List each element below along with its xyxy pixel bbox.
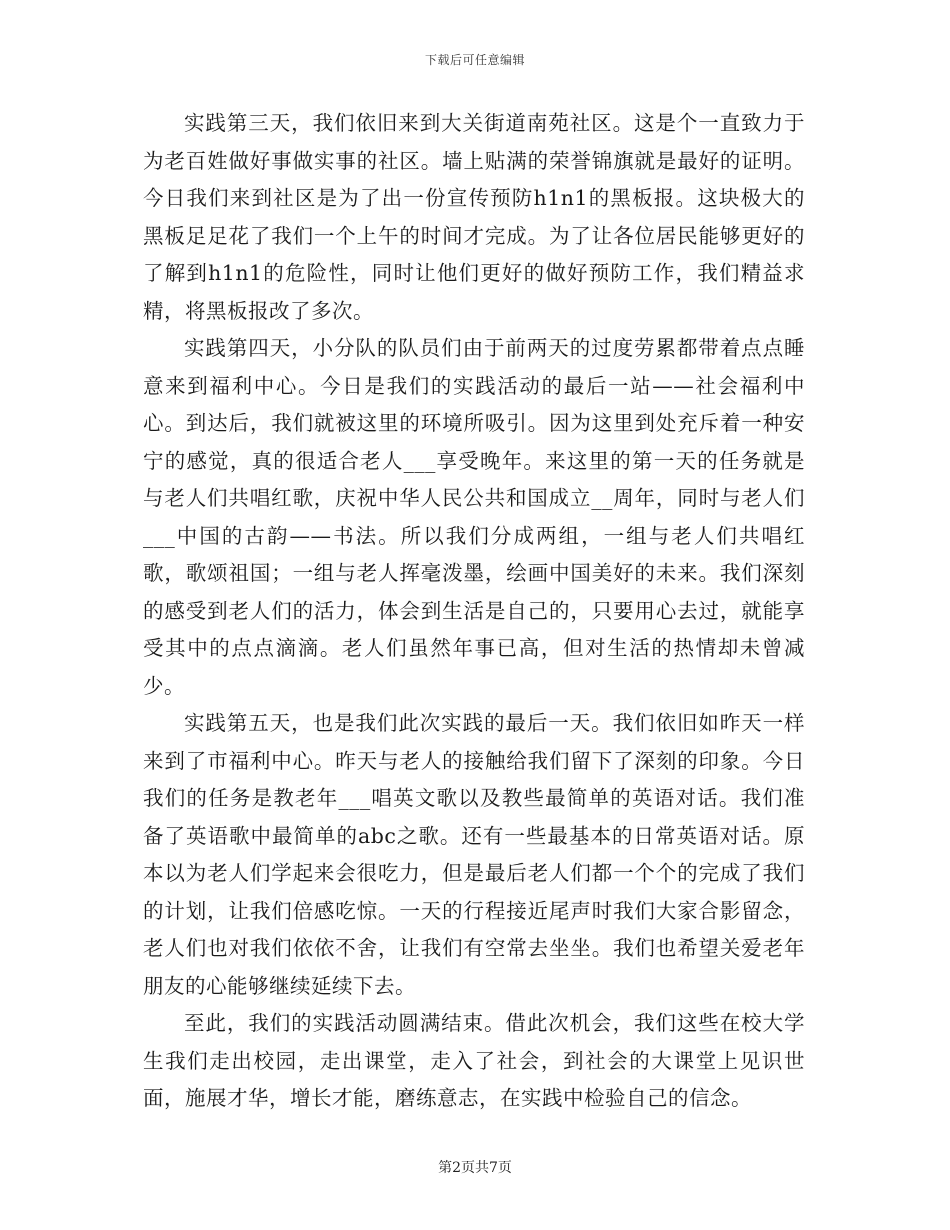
paragraph-day-three: 实践第三天，我们依旧来到大关街道南苑社区。这是个一直致力于为老百姓做好事做实事的社区。墙上贴满的荣誉锦旗就是最好的证明。今日我们来到社区是为了出一份宣传预防h1n1的黑板报。这块极大的黑板足足花了我们一个上午的时间才完成。为了让各位居民能够更好的了解到h1n1的危险性，同时让他们更好的做好预防工作，我们精益求精，将黑板报改了多次。 xyxy=(143,111,805,323)
paragraph-day-five: 实践第五天，也是我们此次实践的最后一天。我们依旧如昨天一样来到了市福利中心。昨天与老人的接触给我们留下了深刻的印象。今日我们的任务是教老年___唱英文歌以及教些最简单的英语对话。我们准备了英语歌中最简单的abc之歌。还有一些最基本的日常英语对话。原本以为老人们学起来会很吃力，但是最后老人们都一个个的完成了我们的计划，让我们倍感吃惊。一天的行程接近尾声时我们大家合影留念，老人们也对我们依依不舍，让我们有空常去坐坐。我们也希望关爱老年朋友的心能够继续延续下去。 xyxy=(143,711,805,998)
paragraph-day-four: 实践第四天，小分队的队员们由于前两天的过度劳累都带着点点睡意来到福利中心。今日是我们的实践活动的最后一站——社会福利中心。到达后，我们就被这里的环境所吸引。因为这里到处充斥着一种安宁的感觉，真的很适合老人___享受晚年。来这里的第一天的任务就是与老人们共唱红歌，庆祝中华人民公共和国成立__周年，同时与老人们___中国的古韵——书法。所以我们分成两组，一组与老人们共唱红歌，歌颂祖国；一组与老人挥毫泼墨，绘画中国美好的未来。我们深刻的感受到老人们的活力，体会到生活是自己的，只要用心去过，就能享受其中的点点滴滴。老人们虽然年事已高，但对生活的热情却未曾减少。 xyxy=(143,336,805,698)
page-number: 第2页共7页 xyxy=(438,1160,512,1176)
paragraph-conclusion: 至此，我们的实践活动圆满结束。借此次机会，我们这些在校大学生我们走出校园，走出课堂，走入了社会，到社会的大课堂上见识世面，施展才华，增长才能，磨练意志，在实践中检验自己的信念。 xyxy=(143,1011,805,1110)
document-body xyxy=(143,105,805,1118)
page-header: 下载后可任意编辑 xyxy=(424,53,525,67)
